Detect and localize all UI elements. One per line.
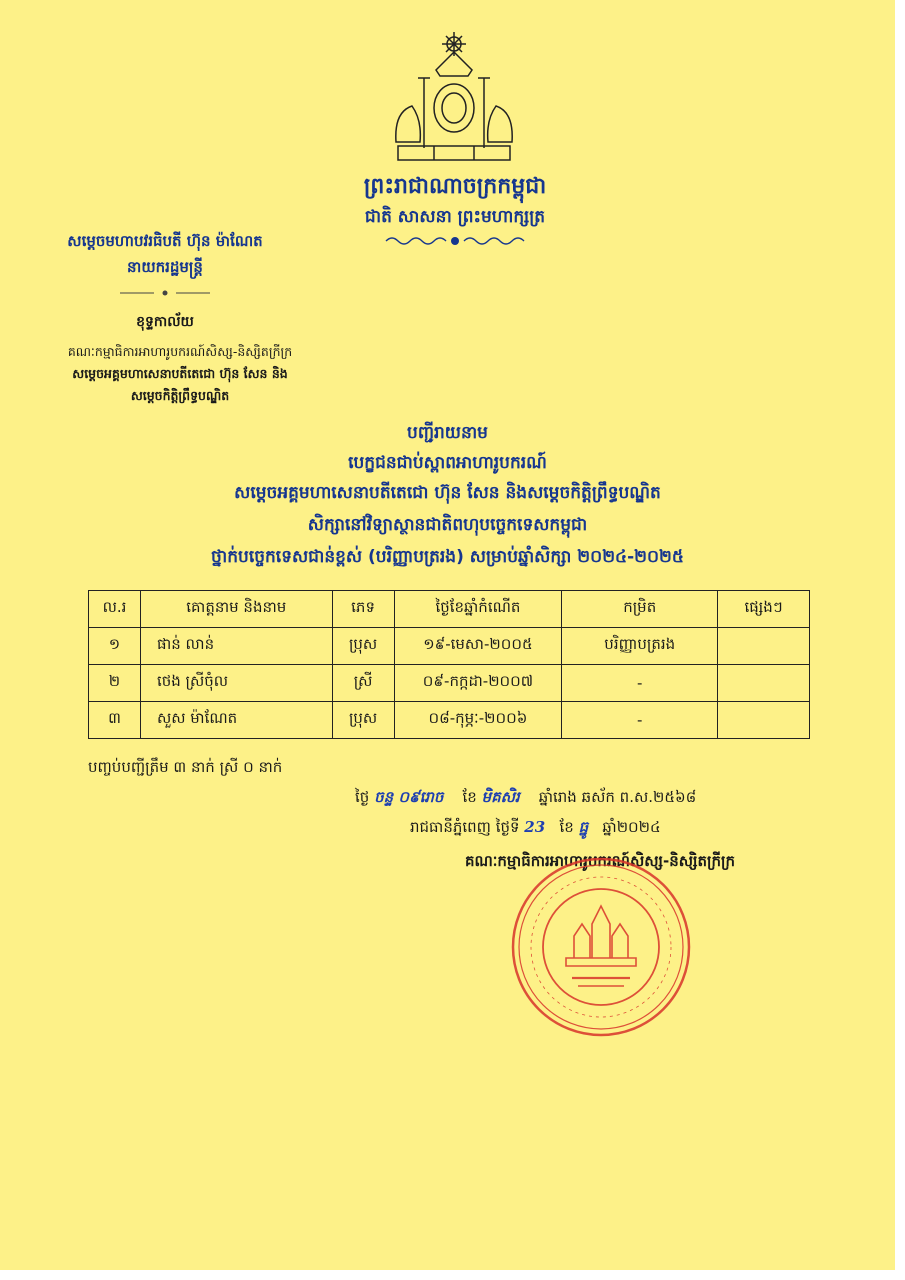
col-header-other: ផ្សេងៗ [718,591,810,628]
royal-coat-of-arms-icon [384,30,524,170]
col-header-name: គោត្តនាម និងនាម [140,591,332,628]
handwritten-day-number: 23 [524,818,546,836]
list-closing-note: បញ្ចប់បញ្ជីត្រឹម ៣ នាក់ ស្រី ០ នាក់ [88,758,283,776]
cell-other [718,665,810,702]
day-prefix: ថ្ងៃ [355,788,370,806]
doc-title-line-2: បេក្ខជនជាប់ស្ពាពអាហារូបករណ៍ [348,453,547,473]
cell-level: បរិញ្ញាបត្ររង [562,628,718,665]
place-date-line [410,818,830,840]
foundation-line-2: សម្តេចកិត្តិព្រឹទ្ធបណ្ឌិត [130,388,230,403]
lunar-date-line [355,788,835,810]
kingdom-title: ព្រះរាជាណាចក្រកម្ពុជា [363,174,547,199]
col-header-level: កម្រិត [562,591,718,628]
committee-name: គណៈកម្មាធិការអាហារូបករណ៍សិស្ស-និស្សិតក្រីក្រ [67,344,293,359]
buddhist-year: ឆ្នាំរោង ឆស័ក ព.ស.២៥៦៨ [538,788,697,806]
month-prefix: ខែ [462,788,477,806]
cell-sex: ប្រុស [332,702,394,739]
doc-title-line-3: សម្តេចអគ្គមហាសេនាបតីតេជោ ហ៊ុន សែន និងសម្តេចកិត្តិព្រឹទ្ធបណ្ឌិត [234,483,661,503]
cell-sex: ស្រី [332,665,394,702]
prime-minister-title: នាយករដ្ឋមន្ត្រី [127,258,203,276]
cell-level: - [562,702,718,739]
table-header-row [89,591,810,628]
cell-no: ១ [89,628,141,665]
handwritten-month: ធ្នូ [578,818,589,836]
candidate-table [88,590,810,739]
col-header-no: ល.រ [89,591,141,628]
ornament-divider-icon [380,234,530,248]
handwritten-lunar-month: មិគសិរ [481,788,520,806]
cell-no: ៣ [89,702,141,739]
office-name: ខុទ្ទកាល័យ [136,314,194,330]
foundation-line-1: សម្តេចអគ្គមហាសេនាបតីតេជោ ហ៊ុន សែន និង [72,366,288,381]
place-prefix: រាជធានីភ្នំពេញ ថ្ងៃទី [410,818,520,836]
cell-name: ផាន់ លាន់ [140,628,332,665]
cell-name: ថេង ស្រីចុំល [140,665,332,702]
month2-prefix: ខែ [559,818,574,836]
cell-dob: ០៨-កុម្ភៈ-២០០៦ [394,702,562,739]
doc-title-line-1: បញ្ជីរាយនាម [407,423,488,443]
small-ornament-icon [120,290,210,296]
cell-other [718,628,810,665]
table-row [89,665,810,702]
handwritten-lunar-day: ចន្ទ ០៩រោច [374,788,444,806]
doc-title-line-4: សិក្សានៅវិទ្យាស្ថានជាតិពហុបច្ចេកទេសកម្ពុជា [307,515,588,535]
col-header-dob: ថ្ងៃខែឆ្នាំកំណើត [394,591,562,628]
gregorian-year: ឆ្នាំ២០២៤ [602,818,661,836]
official-seal-icon [508,854,694,1040]
cell-other [718,702,810,739]
cell-dob: ១៩-មេសា-២០០៥ [394,628,562,665]
table-row [89,628,810,665]
national-motto: ជាតិ សាសនា ព្រះមហាក្សត្រ [364,207,546,227]
cell-sex: ប្រុស [332,628,394,665]
doc-title-line-5: ថ្នាក់បច្ចេកទេសជាន់ខ្ពស់ (បរិញ្ញាបត្ររង) សម្រាប់ឆ្នាំសិក្សា ២០២៤-២០២៥ [211,547,684,567]
cell-no: ២ [89,665,141,702]
cell-level: - [562,665,718,702]
prime-minister-name: សម្តេចមហាបវរធិបតី ហ៊ុន ម៉ាណែត [67,232,263,250]
cell-name: សួស ម៉ាណែត [140,702,332,739]
signatory-organization: គណៈកម្មាធិការអាហារូបករណ៍សិស្ស-និស្សិតក្រីក្រ [464,852,735,870]
table-row [89,702,810,739]
col-header-sex: ភេទ [332,591,394,628]
cell-dob: ០៩-កក្កដា-២០០៧ [394,665,562,702]
